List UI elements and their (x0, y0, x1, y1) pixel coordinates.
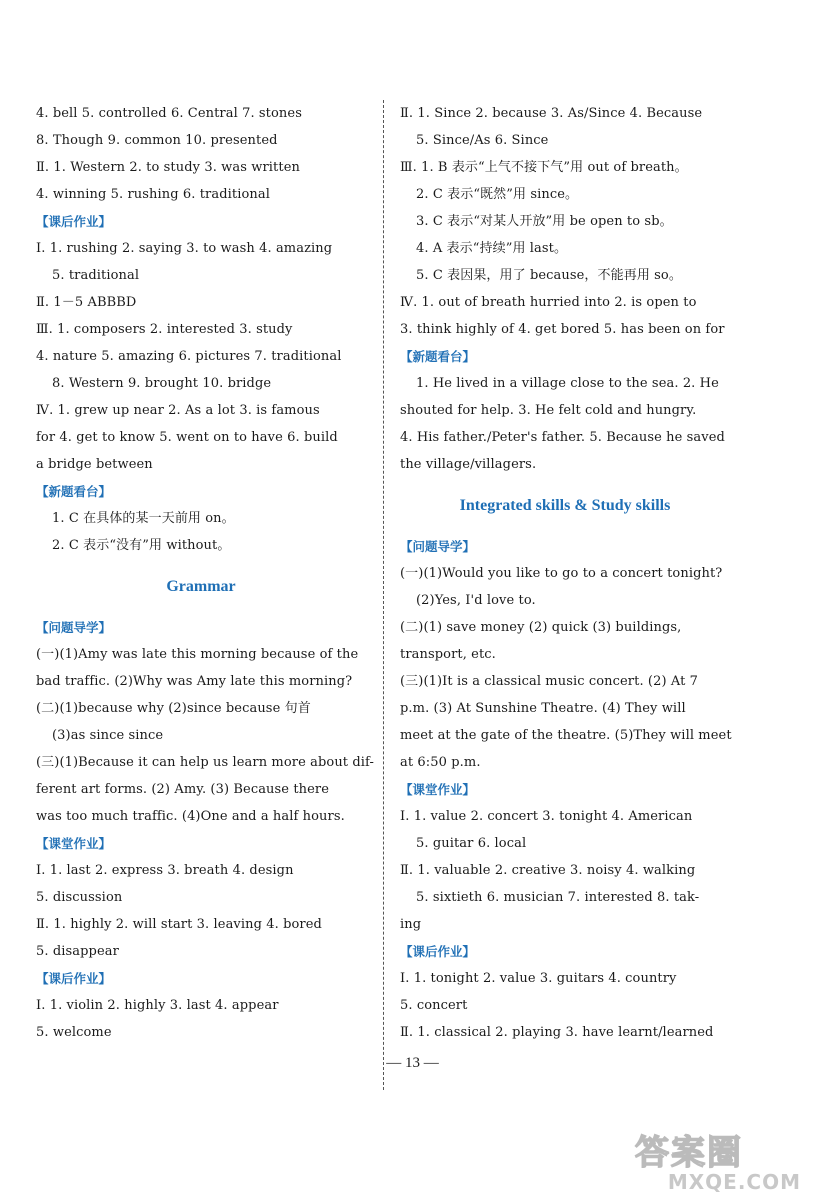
answer-line: (三)(1)Because it can help us learn more about dif- (36, 755, 374, 770)
answer-line: Ⅱ. 1. highly 2. will start 3. leaving 4. bored (36, 917, 322, 932)
answer-line: (3)as since since (52, 728, 164, 743)
answer-line: 5. traditional (52, 268, 140, 283)
answer-line: 5. sixtieth 6. musician 7. interested 8. tak- (416, 890, 700, 905)
answer-line: Ⅰ. 1. last 2. express 3. breath 4. design (36, 863, 294, 878)
answer-line: 2. C 表示“既然”用 since。 (416, 187, 579, 202)
section-heading: 【课堂作业】 (400, 782, 476, 797)
answer-line: 5. welcome (36, 1025, 112, 1040)
answer-line: transport, etc. (400, 647, 496, 662)
watermark-logo: 答案圈 (635, 1133, 743, 1173)
section-heading: 【问题导学】 (400, 539, 476, 554)
answer-line: (一)(1)Would you like to go to a concert tonight? (400, 566, 723, 581)
right-column (400, 100, 730, 1046)
answer-line: 4. His father./Peter's father. 5. Because he saved (400, 430, 725, 445)
answer-line: Ⅱ. 1－5 ABBBD (36, 295, 137, 310)
answer-line: (一)(1)Amy was late this morning because of the (36, 647, 359, 662)
section-heading: 【课后作业】 (36, 214, 112, 229)
answer-line: 5. Since/As 6. Since (416, 133, 549, 148)
answer-line: 4. A 表示“持续”用 last。 (416, 241, 568, 256)
answer-line: for 4. get to know 5. went on to have 6. build (36, 430, 338, 445)
answer-line: 3. C 表示“对某人开放”用 be open to sb。 (416, 214, 673, 229)
answer-line: 4. nature 5. amazing 6. pictures 7. traditional (36, 349, 342, 364)
unit-title: Integrated skills & Study skills (459, 497, 671, 514)
answer-line: 5. disappear (36, 944, 119, 959)
answer-line: (2)Yes, I'd love to. (416, 593, 536, 608)
answer-line: Ⅳ. 1. out of breath hurried into 2. is open to (400, 295, 697, 310)
answer-line: at 6:50 p.m. (400, 755, 481, 770)
answer-line: 4. bell 5. controlled 6. Central 7. stones (36, 106, 302, 121)
section-heading: 【课后作业】 (36, 971, 112, 986)
answer-line: Ⅳ. 1. grew up near 2. As a lot 3. is famous (36, 403, 320, 418)
answer-line: (二)(1) save money (2) quick (3) buildings, (400, 620, 682, 635)
section-heading: 【问题导学】 (36, 620, 112, 635)
answer-line: (二)(1)because why (2)since because 句首 (36, 701, 311, 716)
answer-line: 5. concert (400, 998, 468, 1013)
answer-line: Ⅲ. 1. composers 2. interested 3. study (36, 322, 293, 337)
answer-line: Ⅰ. 1. violin 2. highly 3. last 4. appear (36, 998, 279, 1013)
answer-line: shouted for help. 3. He felt cold and hungry. (400, 403, 697, 418)
answer-line: p.m. (3) At Sunshine Theatre. (4) They will (400, 701, 686, 716)
section-heading: 【课堂作业】 (36, 836, 112, 851)
answer-line: was too much traffic. (4)One and a half hours. (36, 809, 345, 824)
answer-line: Ⅱ. 1. Since 2. because 3. As/Since 4. Because (400, 106, 703, 121)
answer-line: Ⅱ. 1. classical 2. playing 3. have learnt/learned (400, 1025, 714, 1040)
answer-line: ferent art forms. (2) Amy. (3) Because there (36, 782, 330, 797)
watermark-url: MXQE.COM (667, 1170, 801, 1194)
answer-line: ing (400, 917, 422, 932)
answer-line: 1. He lived in a village close to the sea. 2. He (416, 376, 719, 391)
answer-line: a bridge between (36, 457, 153, 472)
section-heading: 【课后作业】 (400, 944, 476, 959)
answer-line: 5. discussion (36, 890, 123, 905)
answer-line: Ⅱ. 1. Western 2. to study 3. was written (36, 160, 300, 175)
answer-line: 5. guitar 6. local (416, 836, 527, 851)
column-divider (383, 100, 384, 1090)
answer-line: the village/villagers. (400, 457, 537, 472)
answer-line: Ⅱ. 1. valuable 2. creative 3. noisy 4. walking (400, 863, 696, 878)
answer-line: Ⅰ. 1. rushing 2. saying 3. to wash 4. amazing (36, 241, 333, 256)
answer-line: Ⅰ. 1. value 2. concert 3. tonight 4. American (400, 809, 693, 824)
answer-line: 8. Though 9. common 10. presented (36, 133, 278, 148)
answer-line: (三)(1)It is a classical music concert. (2) At 7 (400, 674, 699, 689)
answer-line: 3. think highly of 4. get bored 5. has been on for (400, 322, 725, 337)
answer-line: 1. C 在具体的某一天前用 on。 (52, 511, 235, 526)
section-heading: 【新题看台】 (36, 484, 112, 499)
answer-line: 8. Western 9. brought 10. bridge (52, 376, 272, 391)
unit-title: Grammar (166, 578, 236, 595)
answer-line: 4. winning 5. rushing 6. traditional (36, 187, 270, 202)
section-heading: 【新题看台】 (400, 349, 476, 364)
answer-line: Ⅲ. 1. B 表示“上气不接下气”用 out of breath。 (400, 160, 688, 175)
answer-line: 5. C 表因果，用了 because，不能再用 so。 (416, 268, 682, 283)
answer-line: 2. C 表示“没有”用 without。 (52, 538, 231, 553)
answer-line: bad traffic. (2)Why was Amy late this morning? (36, 674, 353, 689)
answer-line: meet at the gate of the theatre. (5)They will meet (400, 728, 732, 743)
page-number: — 13 — (386, 1055, 439, 1071)
answer-line: Ⅰ. 1. tonight 2. value 3. guitars 4. country (400, 971, 677, 986)
left-column (36, 100, 374, 1046)
